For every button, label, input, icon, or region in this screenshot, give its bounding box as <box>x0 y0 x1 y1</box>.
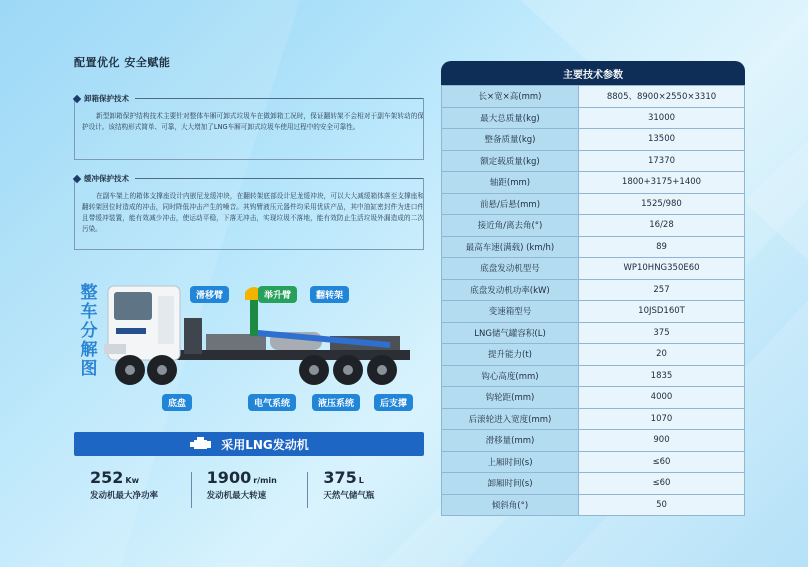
spec-table <box>441 61 745 516</box>
spec-key: 底盘发动机功率(kW) <box>442 279 579 301</box>
spec-table-header: 主要技术参数 <box>441 61 745 85</box>
spec-value: WP10HNG350E60 <box>579 258 745 280</box>
spec-key: 长×宽×高(mm) <box>442 86 579 108</box>
table-row <box>442 236 745 258</box>
stat-gas-tank <box>307 468 424 512</box>
page-title: 配置优化 安全赋能 <box>74 56 171 69</box>
engine-stats <box>74 468 424 512</box>
spec-value: 900 <box>579 430 745 452</box>
spec-value: 16/28 <box>579 215 745 237</box>
stat-label: 发动机最大净功率 <box>90 491 159 501</box>
table-row <box>442 107 745 129</box>
spec-value: 13500 <box>579 129 745 151</box>
stat-unit: r/min <box>253 476 277 485</box>
spec-value: 31000 <box>579 107 745 129</box>
table-row <box>442 430 745 452</box>
spec-value: ≤60 <box>579 451 745 473</box>
divider <box>135 178 424 179</box>
spec-key: 上厢时间(s) <box>442 451 579 473</box>
table-row <box>442 451 745 473</box>
table-row <box>442 129 745 151</box>
spec-value: 1070 <box>579 408 745 430</box>
spec-key: 滑移量(mm) <box>442 430 579 452</box>
table-row <box>442 172 745 194</box>
spec-key: 前悬/后悬(mm) <box>442 193 579 215</box>
spec-key: 钩轮距(mm) <box>442 387 579 409</box>
stat-value: 252 <box>90 468 124 487</box>
table-row <box>442 86 745 108</box>
spec-value: 1800+3175+1400 <box>579 172 745 194</box>
callout-rear-support: 后支撑 <box>374 394 413 411</box>
spec-key: 提升能力(t) <box>442 344 579 366</box>
title-char: 分 <box>80 321 98 341</box>
spec-value: 257 <box>579 279 745 301</box>
spec-value: 375 <box>579 322 745 344</box>
section-unload-protection <box>74 92 424 154</box>
spec-key: 最大总质量(kg) <box>442 107 579 129</box>
spec-key: 最高车速(满载) (km/h) <box>442 236 579 258</box>
table-row <box>442 301 745 323</box>
callout-lift-arm: 举升臂 <box>258 286 297 303</box>
table-row <box>442 344 745 366</box>
spec-key: 接近角/离去角(°) <box>442 215 579 237</box>
table-row <box>442 408 745 430</box>
table-row <box>442 279 745 301</box>
stat-label: 发动机最大转速 <box>206 491 267 501</box>
callout-chassis: 底盘 <box>162 394 192 411</box>
spec-value: 20 <box>579 344 745 366</box>
callout-hydraulic: 液压系统 <box>312 394 360 411</box>
table-row <box>442 258 745 280</box>
spec-value: 4000 <box>579 387 745 409</box>
spec-value: 1835 <box>579 365 745 387</box>
spec-key: LNG储气罐容积(L) <box>442 322 579 344</box>
spec-key: 整备质量(kg) <box>442 129 579 151</box>
section-buffer-protection <box>74 172 424 244</box>
spec-key: 钩心高度(mm) <box>442 365 579 387</box>
callout-electrical: 电气系统 <box>248 394 296 411</box>
spec-key: 倾斜角(°) <box>442 494 579 516</box>
spec-key: 卸厢时间(s) <box>442 473 579 495</box>
divider <box>135 98 424 99</box>
spec-key: 轴距(mm) <box>442 172 579 194</box>
table-row <box>442 150 745 172</box>
spec-rows <box>441 85 745 516</box>
spec-value: 8805、8900×2550×3310 <box>579 86 745 108</box>
engine-icon <box>189 436 213 452</box>
spec-value: 17370 <box>579 150 745 172</box>
stat-power <box>74 468 191 512</box>
table-row <box>442 473 745 495</box>
section-tag: 卸箱保护技术 <box>84 94 129 103</box>
stat-unit: Kw <box>125 476 139 485</box>
spec-value: 89 <box>579 236 745 258</box>
spec-value: 10JSD160T <box>579 301 745 323</box>
section-text: 在副车架上的箱体支撑座设计内嵌尼龙缓冲块，在翻转架底部设计尼龙缓冲块，可以大大减缓箱体落至支撑座和翻转架回位时造成的冲击，同时降低冲击产生的噪音。其钩臂液压元器件均采用优质产品，其中油缸密封件为进口件且带缓冲装置，能有效减少冲击，使运动平稳，下落无冲击，实现垃圾不落地，能有效防止生活垃圾外漏造成的二次污染。 <box>82 192 424 233</box>
spec-key: 额定载质量(kg) <box>442 150 579 172</box>
engine-banner <box>74 432 424 456</box>
table-row <box>442 215 745 237</box>
spec-value: ≤60 <box>579 473 745 495</box>
spec-key: 底盘发动机型号 <box>442 258 579 280</box>
callout-slide-arm: 滑移臂 <box>190 286 229 303</box>
table-row <box>442 494 745 516</box>
diamond-bullet-icon <box>73 174 81 182</box>
table-row <box>442 193 745 215</box>
table-row <box>442 322 745 344</box>
section-text: 新型卸箱保护结构技术主要针对整体车厢可卸式垃圾车在做卸箱工况时，保证翻转架不会相对于副车架转动的保护设计。该结构形式简单、可靠，大大增加了LNG车厢可卸式垃圾车使用过程中的安全可靠性。 <box>82 112 424 131</box>
spec-key: 变速箱型号 <box>442 301 579 323</box>
spec-value: 50 <box>579 494 745 516</box>
title-char: 解 <box>80 340 98 360</box>
spec-key: 后滚轮进入宽度(mm) <box>442 408 579 430</box>
engine-banner-label: 采用LNG发动机 <box>221 437 309 452</box>
title-char: 整 <box>80 283 98 303</box>
exploded-view-title <box>76 284 102 379</box>
title-char: 图 <box>80 359 98 379</box>
spec-value: 1525/980 <box>579 193 745 215</box>
section-tag: 缓冲保护技术 <box>84 174 129 183</box>
stat-label: 天然气储气瓶 <box>323 491 375 501</box>
callout-flip-frame: 翻转架 <box>310 286 349 303</box>
diamond-bullet-icon <box>73 94 81 102</box>
stat-unit: L <box>358 476 364 485</box>
table-row <box>442 387 745 409</box>
table-row <box>442 365 745 387</box>
stat-value: 1900 <box>206 468 252 487</box>
stat-value: 375 <box>323 468 357 487</box>
title-char: 车 <box>80 302 98 322</box>
stat-speed <box>191 468 308 512</box>
